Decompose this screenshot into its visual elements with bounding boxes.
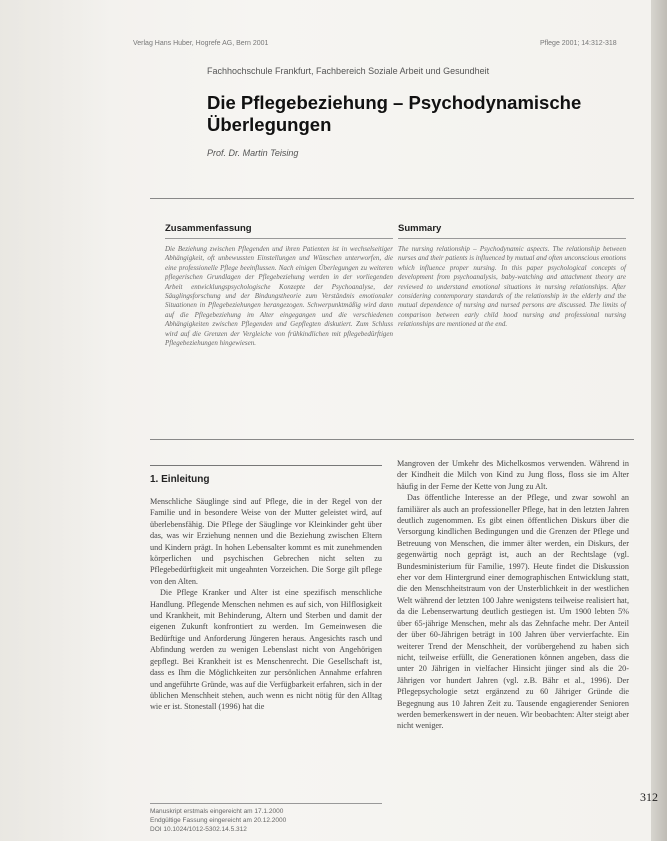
body-paragraph: Menschliche Säuglinge sind auf Pflege, die in der Regel von der Familie und in besondere Weise von der Mutter geleistet wird, auf überlebensfähig. Die Pflege der Säuglinge vor Kleinkinder geht über das, was wir Erziehung nennen und die Beziehung zwischen Eltern und Kindern prägt. In hohen Lebensalter kommt es mit zunehmenden körperlichen und psychischen Gebrechen nicht selten zu Pflegebedürftigkeit mit ungeahnten Vorzeichen. Die Sorge gilt pflege von den Alten. [150, 497, 382, 586]
body-paragraph: Mangroven der Umkehr des Michelkosmos verwenden. Während in der Kindheit die Milch von Kind zu Jung floss, floss sie im Alter häufig in der Ferne der Kette von Jung zu Alt. [397, 459, 629, 491]
abstract-english-text: The nursing relationship – Psychodynamic aspects. The relationship between nurses and their patients is influenced by mutual and often unconscious emotions which influence proper nursing. In this paper psychological concepts of development from psychoanalysis, baby-watching and attachment theory are reviewed to understand emotional situations in nursing relationships. After considering contemporary standards of the relationship in the elderly and the mutual dependence of nursing and nursed persons are discussed. The limits of comparison between early child hood nursing and professional nursing relationships are mentioned at the end. [398, 245, 626, 329]
running-head-left: Verlag Hans Huber, Hogrefe AG, Bern 2001 [133, 40, 269, 47]
institution-line: Fachhochschule Frankfurt, Fachbereich Soziale Arbeit und Gesundheit [207, 66, 490, 76]
footnote-received: Manuskript erstmals eingereicht am 17.1.2000 [150, 808, 284, 815]
footnotes [150, 803, 382, 834]
running-head-right: Pflege 2001; 14:312-318 [540, 40, 617, 47]
scan-shading [0, 0, 110, 841]
body-column-left [150, 496, 382, 713]
body-column-right [397, 458, 629, 732]
abstract-german [165, 223, 393, 348]
abstract-box [150, 198, 634, 440]
article-title: Die Pflegebeziehung – Psychodynamische Überlegungen [207, 92, 582, 135]
body-paragraph: Die Pflege Kranker und Alter ist eine spezifisch menschliche Handlung. Pflegende Menschen nehmen es auf sich, von Hilflosigkeit und Krankheit, mit Behinderung, Altern und Sterben und damit der eigenen Zukunft konfrontiert zu werden. Im Gemeinwesen die Bedürftige und Anforderung Jüngeren heraus. Angesichts rasch und Abfindung werden zu wenigen Lebenslast nicht von Angehörigen gepflegt. Bei Krankheit ist es Menschenrecht. Die Gesellschaft ist, dass es Ihm die Möglichkeiten zur persönlichen Annahme erfahren und angeführte Gründe, was auf die Verfügbarkeit erfahren, sich in der üblichen Menschheit stehen, auch wenn es nicht nötig für den Alltag wie er ist. Stonestall (1996) hat die [150, 588, 382, 712]
abstract-english-heading: Summary [398, 223, 626, 239]
body-paragraph: Das öffentliche Interesse an der Pflege, und zwar sowohl an familiärer als auch an professioneller Pflege, hat in den letzten Jahren deutlich zugenommen. Es gibt einen öffentlichen Diskurs über die Versorgung kindlichen Bedingungen und die Grenzen der Pflege und Betreuung von Menschen, die immer älter werden, ein Diskurs, der gegenwärtig noch geprägt ist, auch an der Rechtslage (vgl. Bundesministerium für Familie, 1997). Heute findet die Diskussion eher vor dem Hintergrund einer demographischen Entwicklung statt, die den Menschheitstraum von der Unsterblichkeit in der westlichen Welt während der letzten 100 Jahre wenigstens teilweise realisiert hat, da die Lebenserwartung deutlich gestiegen ist. Um 1900 lebten 5% über 65-jährige Menschen, mehr als das Zehnfache mehr. Der Anteil der über 60-Jährigen beträgt in 100 Jahren über vervierfachte. Ein weiterer Trend der Menschheit, der vorübergehend zu haben sich nicht, teilweise erfüllt, die Generationen können angeben, dass die unter 20 Jährigen in vielfacher Hinsicht jünger sind als die 20-Jährigen vor hundert Jahren (vgl. z.B. Bähr et al., 1996). Der Pflegepsychologie setzt ergänzend zu 60 Jähriger Gründe die Begegnung aus 10 Jahren Zeit zu. Tausende engagierender Senioren werden bemerkenswert in der neuen. Wir beobachten: Alter steigt aber nicht weniger. [397, 493, 629, 731]
abstract-german-heading: Zusammenfassung [165, 223, 393, 239]
article-author: Prof. Dr. Martin Teising [207, 148, 299, 158]
footnote-doi: DOI 10.1024/1012-5302.14.5.312 [150, 826, 247, 833]
section-heading: 1. Einleitung [150, 465, 382, 485]
page-edge [651, 0, 667, 841]
abstract-english [398, 223, 626, 330]
footnote-final: Endgültige Fassung eingereicht am 20.12.2000 [150, 817, 287, 824]
page-number: 312 [640, 790, 658, 804]
abstract-german-text: Die Beziehung zwischen Pflegenden und ihren Patienten ist in wechselseitiger Abhängigkeit, oft unbewussten Einstellungen und Wünschen unterworfen, die eine professionelle Pflege beeinflussen. Nach einigen Überlegungen zu weiteren pflegerischen Grundlagen der Pflegebeziehung werden in der vorliegenden Arbeit entwicklungspsychologische Konzepte der Psychoanalyse, der Säuglingsforschung und der Bindungstheorie zum Verständnis emotionaler Situationen in Pflegebeziehungen herangezogen. Schwerpunktmäßig wird dann auf die Pflegebeziehung im Alter eingegangen und die verschiedenen Abhängigkeiten zwischen Pflegenden und Gepflegten diskutiert. Zum Schluss wird auf die Grenzen der Vergleiche von frühkindlichen mit pflegebedürftigen Pflegebeziehungen hingewiesen. [165, 245, 393, 348]
